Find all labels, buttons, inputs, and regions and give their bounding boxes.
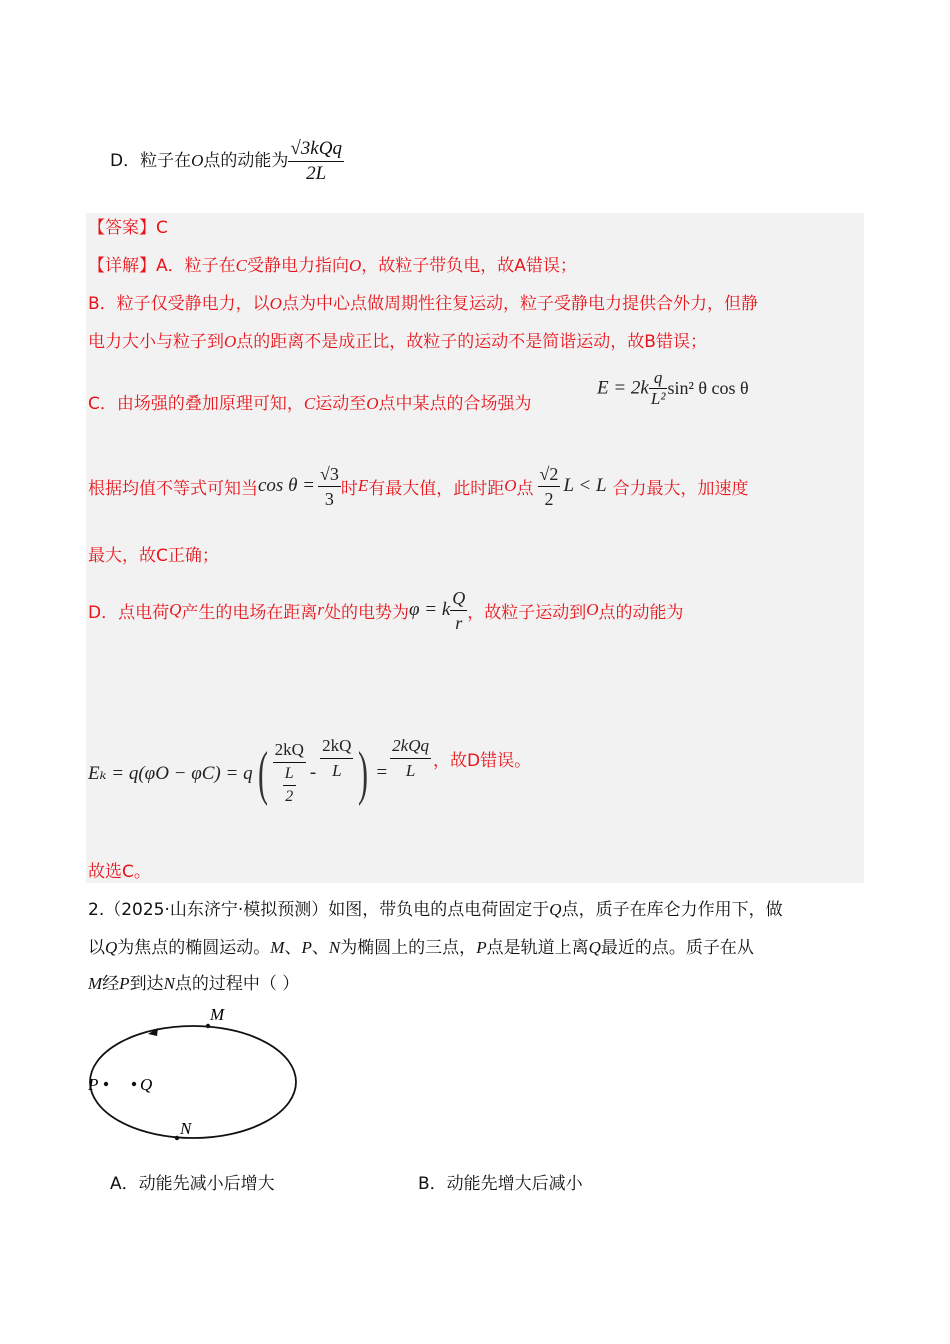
formula-dist-fraction — [538, 462, 561, 511]
detail-a-mid: 受静电力指向 — [246, 256, 349, 276]
formula-dist-rhs: L < L — [563, 475, 607, 496]
detail-line-a — [88, 254, 577, 278]
ellipse-orbit-diagram — [84, 1004, 324, 1144]
detail-d2-suffix: ，故D错误。 — [432, 750, 532, 771]
formula-e-den: L² — [650, 389, 666, 408]
var-e: E — [357, 476, 369, 495]
formula-ek-t1-num: 2kQ — [273, 738, 306, 763]
kinetic-energy-formula — [288, 137, 344, 186]
label-n: N — [180, 1119, 192, 1138]
var-r: r — [317, 600, 324, 619]
detail-c2-mid: 时 — [340, 478, 358, 499]
formula-cos-fraction — [318, 462, 341, 511]
var-q: Q — [169, 600, 182, 619]
detail-c1-mid: 运动至 — [315, 394, 367, 414]
var-o: O — [191, 151, 204, 170]
formula-ek-res-den: L — [405, 760, 416, 780]
detail-line-c1 — [88, 392, 532, 416]
formula-cos-lhs: cos θ = — [258, 475, 315, 496]
question2-line1 — [88, 898, 783, 922]
option-d-prefix: D．粒子在 — [110, 151, 192, 171]
formula-ek-result — [390, 734, 431, 783]
detail-d1-prefix: D．点电荷 — [88, 602, 170, 623]
detail-c1-suffix: 点中某点的合场强为 — [378, 394, 532, 414]
q2-line3-mid: 经 — [102, 974, 120, 994]
orbit-ellipse — [90, 1026, 296, 1138]
question2-line2 — [88, 936, 754, 960]
formula-ek-res-num: 2kQq — [390, 734, 431, 759]
q2-line2-mid: 为焦点的椭圆运动。 — [117, 938, 271, 958]
detail-line-d1 — [88, 582, 684, 638]
formula-ek-minus: - — [309, 762, 317, 783]
formula-ek-term2 — [320, 734, 353, 783]
option-d-suffix: 点的动能为 — [203, 151, 289, 171]
detail-b2-suffix: 点的距离不是成正比，故粒子的运动不是简谐运动，故B错误； — [236, 332, 707, 352]
detail-line-b2 — [88, 330, 707, 354]
option-d-line — [110, 134, 344, 188]
detail-a-prefix: 【详解】A．粒子在 — [88, 256, 236, 276]
formula-cos-num: √3 — [318, 462, 341, 487]
detail-line-c3: 最大，故C正确； — [88, 546, 219, 566]
detail-c1-prefix: C．由场强的叠加原理可知， — [88, 394, 304, 414]
var-c: C — [303, 394, 316, 413]
q2-line1-text: 2.（2025·山东济宁·模拟预测）如图，带负电的点电荷固定于 — [88, 900, 550, 920]
detail-line-c2 — [88, 456, 749, 516]
formula-ek-lhs: Eₖ = q(φO − φC) = q — [88, 762, 253, 784]
formula-ek-t2-den: L — [332, 760, 342, 780]
formula-e-fraction — [649, 368, 668, 409]
var-p: P — [476, 938, 487, 957]
formula-ek-t1-den — [273, 763, 306, 808]
formula-ek-inner-num: L — [283, 763, 296, 786]
detail-a-suffix: ，故粒子带负电，故A错误； — [361, 256, 577, 276]
formula-e-rhs: sin² θ cos θ — [667, 378, 749, 398]
detail-b1-prefix: B．粒子仅受静电力，以 — [88, 294, 270, 314]
q2-sep: 、 — [284, 938, 302, 958]
formula-phi-fraction — [450, 586, 467, 635]
q2-line3-mid2: 到达 — [129, 974, 164, 994]
detail-d1-mid: 产生的电场在距离 — [181, 602, 318, 623]
q2-line2-mid2: 为椭圆上的三点， — [340, 938, 477, 958]
option-a[interactable]: A．动能先减小后增大 — [110, 1174, 275, 1194]
label-q: Q — [140, 1075, 153, 1094]
var-o: O — [366, 394, 379, 413]
detail-c2-mid3: 点 — [516, 478, 534, 499]
label-p: P — [88, 1075, 99, 1094]
label-m: M — [210, 1005, 225, 1024]
formula-phi-den: r — [455, 612, 463, 633]
point-p-dot — [104, 1082, 108, 1086]
formula-ek-t2-num: 2kQ — [320, 734, 353, 759]
var-m: M — [270, 938, 285, 957]
point-n-dot — [175, 1136, 179, 1140]
distance-formula — [538, 462, 607, 511]
var-q: Q — [588, 938, 601, 957]
q2-line2-prefix: 以 — [88, 938, 105, 958]
q2-line1-suffix: 点，质子在库仑力作用下，做 — [561, 900, 783, 920]
big-left-paren: ( — [257, 740, 268, 806]
var-p: P — [119, 974, 130, 993]
detail-c2-prefix: 根据均值不等式可知当 — [88, 478, 258, 499]
answer-label: 【答案】C — [88, 218, 168, 238]
detail-d1-mid2: 处的电势为 — [324, 602, 409, 623]
detail-c2-mid2: 有最大值，此时距 — [368, 478, 505, 499]
var-p: P — [301, 938, 312, 957]
q2-line2-mid3: 点是轨道上离 — [486, 938, 589, 958]
detail-d1-mid3: ，故粒子运动到 — [467, 602, 587, 623]
var-n: N — [163, 974, 175, 993]
var-m: M — [88, 974, 103, 993]
var-q: Q — [105, 938, 118, 957]
formula-cos-den: 3 — [324, 488, 334, 509]
formula-dist-den: 2 — [544, 488, 554, 509]
detail-b2-prefix: 电力大小与粒子到 — [88, 332, 224, 352]
formula-ek-t1-inner — [283, 763, 296, 808]
var-o: O — [348, 256, 362, 275]
var-o: O — [224, 332, 237, 351]
formula-e-num: q — [649, 368, 668, 389]
formula-ek-term1 — [273, 738, 306, 808]
formula-ek-inner-den: 2 — [285, 788, 294, 805]
formula-denominator: 2L — [306, 162, 327, 184]
point-m-dot — [206, 1024, 210, 1028]
var-q: Q — [549, 900, 562, 919]
question2-line3 — [88, 972, 299, 996]
detail-d1-suffix: 点的动能为 — [598, 602, 684, 623]
formula-dist-num: √2 — [538, 462, 561, 487]
formula-numerator: √3kQq — [288, 137, 344, 162]
var-o: O — [586, 600, 599, 619]
detail-line-b1 — [88, 292, 758, 316]
var-n: N — [328, 938, 341, 957]
cos-formula — [258, 462, 341, 511]
var-o: O — [504, 476, 517, 495]
big-right-paren: ) — [358, 740, 369, 806]
potential-formula — [409, 586, 467, 635]
field-strength-formula — [597, 368, 749, 420]
var-c: C — [235, 256, 247, 275]
formula-phi-lhs: φ = k — [409, 599, 451, 620]
formula-ek-equals: = — [376, 762, 388, 783]
option-b[interactable]: B．动能先增大后减小 — [418, 1174, 583, 1194]
q2-sep: 、 — [311, 938, 329, 958]
q2-line3-suffix: 点的过程中（ ） — [174, 974, 300, 994]
orbit-direction-arrow — [148, 1028, 158, 1036]
q2-line2-suffix: 最近的点。质子在从 — [600, 938, 754, 958]
point-q-dot — [132, 1082, 136, 1086]
formula-phi-num: Q — [450, 586, 467, 611]
conclusion: 故选C。 — [88, 862, 151, 882]
kinetic-energy-derivation — [88, 720, 531, 826]
formula-e-lhs: E = 2k — [597, 377, 649, 399]
var-o: O — [269, 294, 282, 313]
detail-b1-suffix: 点为中心点做周期性往复运动，粒子受静电力提供合外力，但静 — [281, 294, 758, 314]
detail-c2-suffix: 合力最大，加速度 — [612, 478, 749, 499]
